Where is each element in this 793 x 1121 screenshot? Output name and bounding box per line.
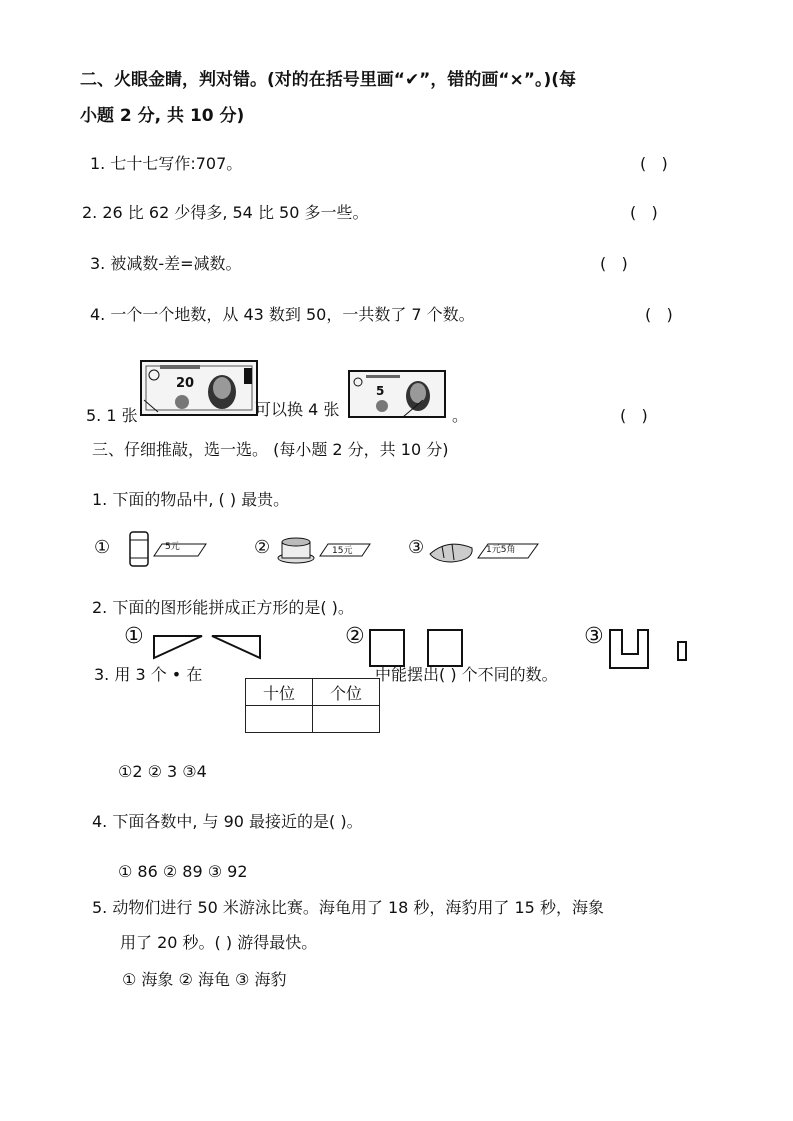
judge-item-1: 1. 七十七写作:707。 bbox=[90, 154, 243, 173]
q1-option-1-number[interactable]: ① bbox=[94, 537, 111, 558]
answer-blank-2[interactable]: ( ) bbox=[630, 203, 658, 222]
section2-title-line1: 二、火眼金睛，判对错。(对的在括号里画“✔”，错的画“×”。)(每 bbox=[80, 70, 576, 90]
choice-q5-line2: 用了 20 秒。( ) 游得最快。 bbox=[120, 933, 318, 952]
choice-q1: 1. 下面的物品中, ( ) 最贵。 bbox=[92, 490, 290, 509]
answer-blank-5[interactable]: ( ) bbox=[620, 406, 648, 425]
choice-q2: 2. 下面的图形能拼成正方形的是( )。 bbox=[92, 598, 354, 617]
q1-option-2-price: 15元 bbox=[332, 546, 353, 556]
q4-options[interactable]: ① 86 ② 89 ③ 92 bbox=[118, 862, 248, 881]
judge-item-3: 3. 被减数-差=减数。 bbox=[90, 254, 242, 273]
cake-price-image bbox=[276, 528, 386, 568]
q2-option-3-number[interactable]: ③ bbox=[584, 624, 604, 649]
judge-item-2: 2. 26 比 62 少得多, 54 比 50 多一些。 bbox=[82, 203, 369, 222]
judge-item-5-suffix: 。 bbox=[452, 406, 469, 425]
q5-options[interactable]: ① 海象 ② 海龟 ③ 海豹 bbox=[122, 970, 287, 989]
answer-blank-3[interactable]: ( ) bbox=[600, 254, 628, 273]
answer-blank-4[interactable]: ( ) bbox=[645, 305, 673, 324]
q3-options[interactable]: ①2 ② 3 ③4 bbox=[118, 762, 207, 781]
judge-item-5-prefix: 5. 1 张 bbox=[86, 406, 138, 425]
choice-q5-line1: 5. 动物们进行 50 米游泳比赛。海龟用了 18 秒，海豹用了 15 秒，海象 bbox=[92, 898, 604, 917]
q1-option-1-price: 5元 bbox=[165, 542, 180, 552]
q1-option-2-number[interactable]: ② bbox=[254, 537, 271, 558]
banknote-20-value: 20 bbox=[176, 376, 195, 391]
tens-cell bbox=[246, 706, 313, 733]
place-value-table bbox=[245, 678, 380, 733]
choice-q4: 4. 下面各数中, 与 90 最接近的是( )。 bbox=[92, 812, 363, 831]
answer-blank-1[interactable]: ( ) bbox=[640, 154, 668, 173]
banknote-5-value: 5 bbox=[376, 384, 385, 398]
two-squares-shape bbox=[368, 628, 468, 668]
two-triangles-shape bbox=[152, 632, 264, 662]
judge-item-5-middle: 可以换 4 张 bbox=[255, 400, 340, 419]
q2-option-1-number[interactable]: ① bbox=[124, 624, 144, 649]
banknote-5-image bbox=[348, 370, 446, 418]
q2-option-2-number[interactable]: ② bbox=[345, 624, 365, 649]
ones-header: 个位 bbox=[313, 679, 380, 706]
ones-cell bbox=[313, 706, 380, 733]
section3-title: 三、仔细推敲，选一选。 (每小题 2 分，共 10 分) bbox=[92, 440, 449, 459]
choice-q3-part-a: 3. 用 3 个 • 在 bbox=[94, 665, 203, 684]
u-shape-pieces bbox=[608, 628, 698, 672]
q1-option-3-price: 1元5角 bbox=[486, 545, 516, 555]
tens-header: 十位 bbox=[246, 679, 313, 706]
banknote-20-image bbox=[140, 360, 258, 416]
judge-item-4: 4. 一个一个地数，从 43 数到 50，一共数了 7 个数。 bbox=[90, 305, 475, 324]
q1-option-3-number[interactable]: ③ bbox=[408, 537, 425, 558]
choice-q3-part-b: 中能摆出( ) 个不同的数。 bbox=[375, 665, 558, 684]
section2-title-line2: 小题 2 分, 共 10 分) bbox=[80, 106, 245, 126]
